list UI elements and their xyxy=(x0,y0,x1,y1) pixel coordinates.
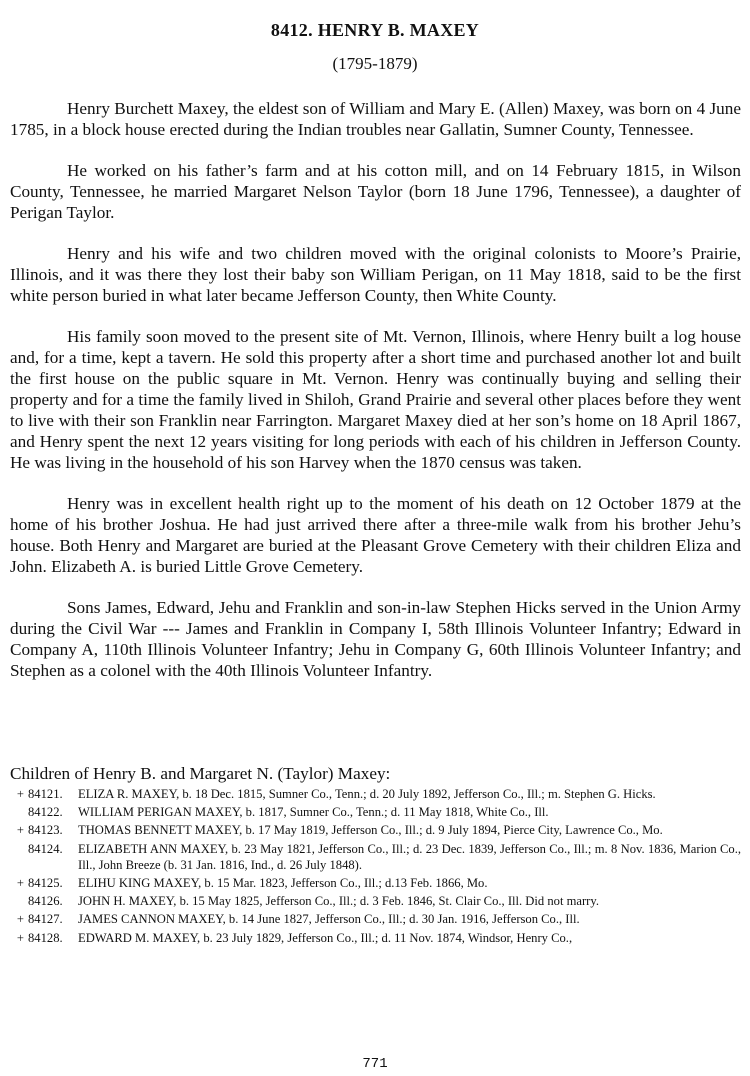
child-entry: JAMES CANNON MAXEY, b. 14 June 1827, Jefferson Co., Ill.; d. 30 Jan. 1916, Jefferson Co., Ill. xyxy=(78,912,580,927)
biography-body xyxy=(10,98,741,701)
list-item xyxy=(10,804,741,820)
life-dates: (1795-1879) xyxy=(332,54,418,73)
list-item xyxy=(10,875,741,891)
child-number: 84122. xyxy=(28,805,63,820)
paragraph: Henry was in excellent health right up to the moment of his death on 12 October 1879 at the home of his brother Joshua. He had just arrived there after a three-mile walk from his brother Jehu’s house. Both Henry and Margaret are buried at the Pleasant Grove Cemetery with their children Eliza and John. Elizabeth A. is buried Little Grove Cemetery. xyxy=(10,494,741,576)
child-number: 84128. xyxy=(28,930,63,945)
child-number: 84121. xyxy=(28,787,63,801)
page-number: 771 xyxy=(362,1056,388,1072)
list-item xyxy=(10,786,741,802)
list-item xyxy=(10,841,741,873)
paragraph: He worked on his father’s farm and at his cotton mill, and on 14 February 1815, in Wilson County, Tennessee, he married Margaret Nelson Taylor (born 18 June 1796, Tennessee), a daughter of Perigan Taylor. xyxy=(10,161,741,222)
list-item xyxy=(10,911,741,927)
descendant-marker: + xyxy=(16,912,24,927)
child-entry: ELIZA R. MAXEY, b. 18 Dec. 1815, Sumner Co., Tenn.; d. 20 July 1892, Jefferson Co., Ill.; m. Stephen G. Hicks. xyxy=(78,787,656,801)
child-entry: ELIHU KING MAXEY, b. 15 Mar. 1823, Jefferson Co., Ill.; d.13 Feb. 1866, Mo. xyxy=(78,876,488,891)
child-number: 84126. xyxy=(28,894,63,909)
children-heading: Children of Henry B. and Margaret N. (Taylor) Maxey: xyxy=(10,764,391,783)
paragraph: Henry Burchett Maxey, the eldest son of William and Mary E. (Allen) Maxey, was born on 4 June 1785, in a block house erected during the Indian troubles near Gallatin, Sumner County, Tennessee. xyxy=(10,99,741,139)
child-entry: EDWARD M. MAXEY, b. 23 July 1829, Jefferson Co., Ill.; d. 11 Nov. 1874, Windsor, Henry Co., xyxy=(78,930,573,945)
child-number: 84127. xyxy=(28,912,63,927)
paragraph: Sons James, Edward, Jehu and Franklin and son-in-law Stephen Hicks served in the Union Army during the Civil War --- James and Franklin in Company I, 58th Illinois Volunteer Infantry; Edward in Company A, 110th Illinois Volunteer Infantry; Jehu in Company G, 60th Illinois Volunteer Infantry; and Stephen as a colonel with the 40th Illinois Volunteer Infantry. xyxy=(10,598,741,680)
child-entry: JOHN H. MAXEY, b. 15 May 1825, Jefferson Co., Ill.; d. 3 Feb. 1846, St. Clair Co., Ill. Did not marry. xyxy=(78,894,599,909)
paragraph: His family soon moved to the present site of Mt. Vernon, Illinois, where Henry built a log house and, for a time, kept a tavern. He sold this property after a short time and purchased another lot and built the first house on the public square in Mt. Vernon. Henry was continually buying and selling their property and for a time the family lived in Shiloh, Grand Prairie and several other places before they went to live with their son Franklin near Farrington. Margaret Maxey died at her son’s home on 18 April 1867, and Henry spent the next 12 years visiting for long periods with each of his children in Jefferson County. He was living in the household of his son Harvey when the 1870 census was taken. xyxy=(10,327,741,472)
descendant-marker: + xyxy=(16,930,24,945)
list-item xyxy=(10,893,741,909)
descendant-marker: + xyxy=(16,787,24,801)
child-number: 84125. xyxy=(28,876,63,891)
child-entry: THOMAS BENNETT MAXEY, b. 17 May 1819, Jefferson Co., Ill.; d. 9 July 1894, Pierce City, Lawrence Co., Mo. xyxy=(78,823,663,838)
descendant-marker: + xyxy=(16,823,24,838)
child-number: 84123. xyxy=(28,823,63,838)
paragraph: Henry and his wife and two children moved with the original colonists to Moore’s Prairie, Illinois, and it was there they lost their baby son William Perigan, on 11 May 1818, said to be the first white person buried in what later became Jefferson County, then White County. xyxy=(10,244,741,305)
descendant-marker: + xyxy=(16,876,24,891)
children-list xyxy=(10,786,741,948)
list-item xyxy=(10,822,741,838)
page-title: 8412. HENRY B. MAXEY xyxy=(270,20,480,40)
child-entry: ELIZABETH ANN MAXEY, b. 23 May 1821, Jefferson Co., Ill.; d. 23 Dec. 1839, Jefferson Co., Ill.; m. 8 Nov. 1836, Marion Co., Ill., John Breeze (b. 31 Jan. 1816, Ind., d. 26 July 1848). xyxy=(78,841,741,872)
list-item xyxy=(10,930,741,946)
child-number: 84124. xyxy=(28,841,63,856)
child-entry: WILLIAM PERIGAN MAXEY, b. 1817, Sumner Co., Tenn.; d. 11 May 1818, White Co., Ill. xyxy=(78,805,549,820)
